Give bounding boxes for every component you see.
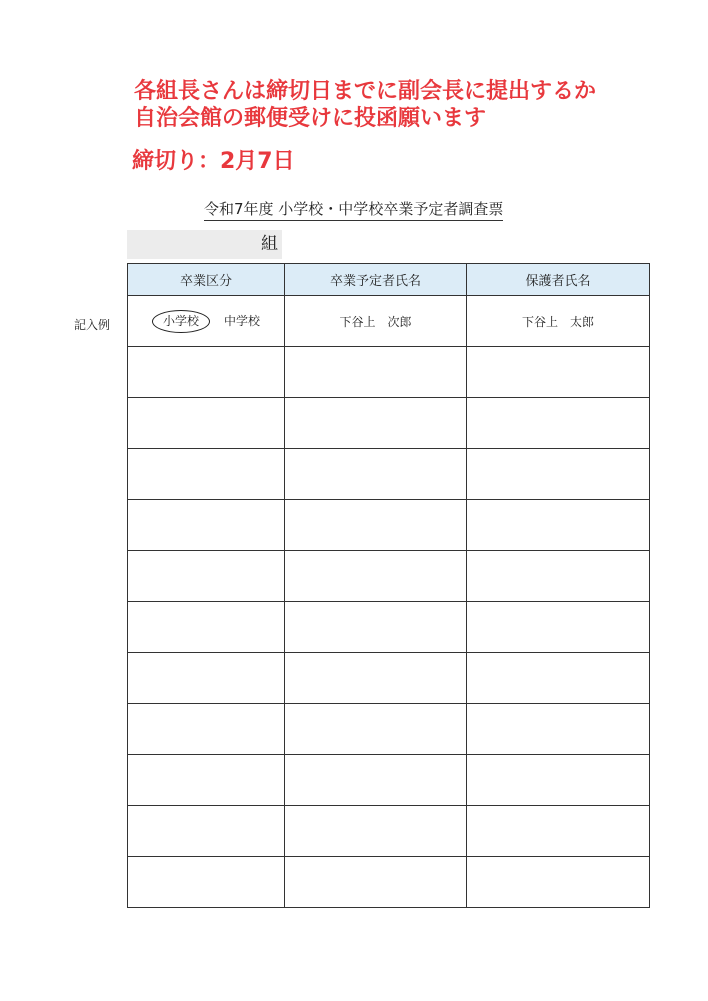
table-row [128, 806, 650, 857]
category-cell[interactable] [128, 857, 285, 908]
example-row [128, 296, 650, 347]
guardian-name-cell[interactable] [467, 551, 650, 602]
guardian-name-cell[interactable] [467, 500, 650, 551]
guardian-name-cell[interactable] [467, 806, 650, 857]
graduate-name-cell[interactable] [285, 857, 467, 908]
table-header-row [128, 264, 650, 296]
table-row [128, 398, 650, 449]
category-cell[interactable] [128, 806, 285, 857]
table-row [128, 704, 650, 755]
category-cell[interactable] [128, 398, 285, 449]
category-cell[interactable] [128, 347, 285, 398]
example-category-cell [128, 296, 285, 347]
graduate-name-cell[interactable] [285, 551, 467, 602]
guardian-name-cell[interactable] [467, 755, 650, 806]
table-row [128, 602, 650, 653]
guardian-name-cell[interactable] [467, 398, 650, 449]
graduate-name-cell[interactable] [285, 806, 467, 857]
graduate-name-cell[interactable] [285, 449, 467, 500]
column-header-graduate-name: 卒業予定者氏名 [285, 264, 467, 296]
graduate-name-cell[interactable] [285, 704, 467, 755]
table-row [128, 653, 650, 704]
document-title: 令和7年度 小学校・中学校卒業予定者調査票 [204, 199, 503, 221]
graduate-name-cell[interactable] [285, 398, 467, 449]
notice-line-1: 各組長さんは締切日までに副会長に提出するか [134, 79, 597, 104]
category-cell[interactable] [128, 602, 285, 653]
selected-category-circle: 小学校 [152, 310, 210, 333]
submission-notice [134, 78, 694, 132]
category-cell[interactable] [128, 551, 285, 602]
graduate-name-cell[interactable] [285, 755, 467, 806]
guardian-name-cell[interactable] [467, 857, 650, 908]
other-category-option: 中学校 [224, 313, 261, 328]
category-cell[interactable] [128, 449, 285, 500]
category-cell[interactable] [128, 704, 285, 755]
guardian-name-cell[interactable] [467, 653, 650, 704]
table-row [128, 857, 650, 908]
example-label: 記入例 [74, 318, 111, 332]
table-row [128, 551, 650, 602]
group-label: 組 [261, 234, 278, 254]
column-header-guardian-name: 保護者氏名 [467, 264, 650, 296]
notice-line-2: 自治会館の郵便受けに投函願います [134, 106, 487, 131]
table-row [128, 347, 650, 398]
guardian-name-cell[interactable] [467, 602, 650, 653]
graduate-name-cell[interactable] [285, 653, 467, 704]
graduation-survey-table [127, 263, 650, 908]
example-guardian-name-cell: 下谷上 太郎 [467, 296, 650, 347]
guardian-name-cell[interactable] [467, 449, 650, 500]
graduate-name-cell[interactable] [285, 602, 467, 653]
graduate-name-cell[interactable] [285, 347, 467, 398]
guardian-name-cell[interactable] [467, 347, 650, 398]
table-row [128, 755, 650, 806]
category-cell[interactable] [128, 653, 285, 704]
graduate-name-cell[interactable] [285, 500, 467, 551]
column-header-category: 卒業区分 [128, 264, 285, 296]
table-row [128, 449, 650, 500]
category-cell[interactable] [128, 500, 285, 551]
category-cell[interactable] [128, 755, 285, 806]
guardian-name-cell[interactable] [467, 704, 650, 755]
deadline-text: 締切り：2月7日 [132, 149, 295, 174]
table-row [128, 500, 650, 551]
example-graduate-name-cell: 下谷上 次郎 [285, 296, 467, 347]
group-field[interactable] [127, 230, 282, 259]
